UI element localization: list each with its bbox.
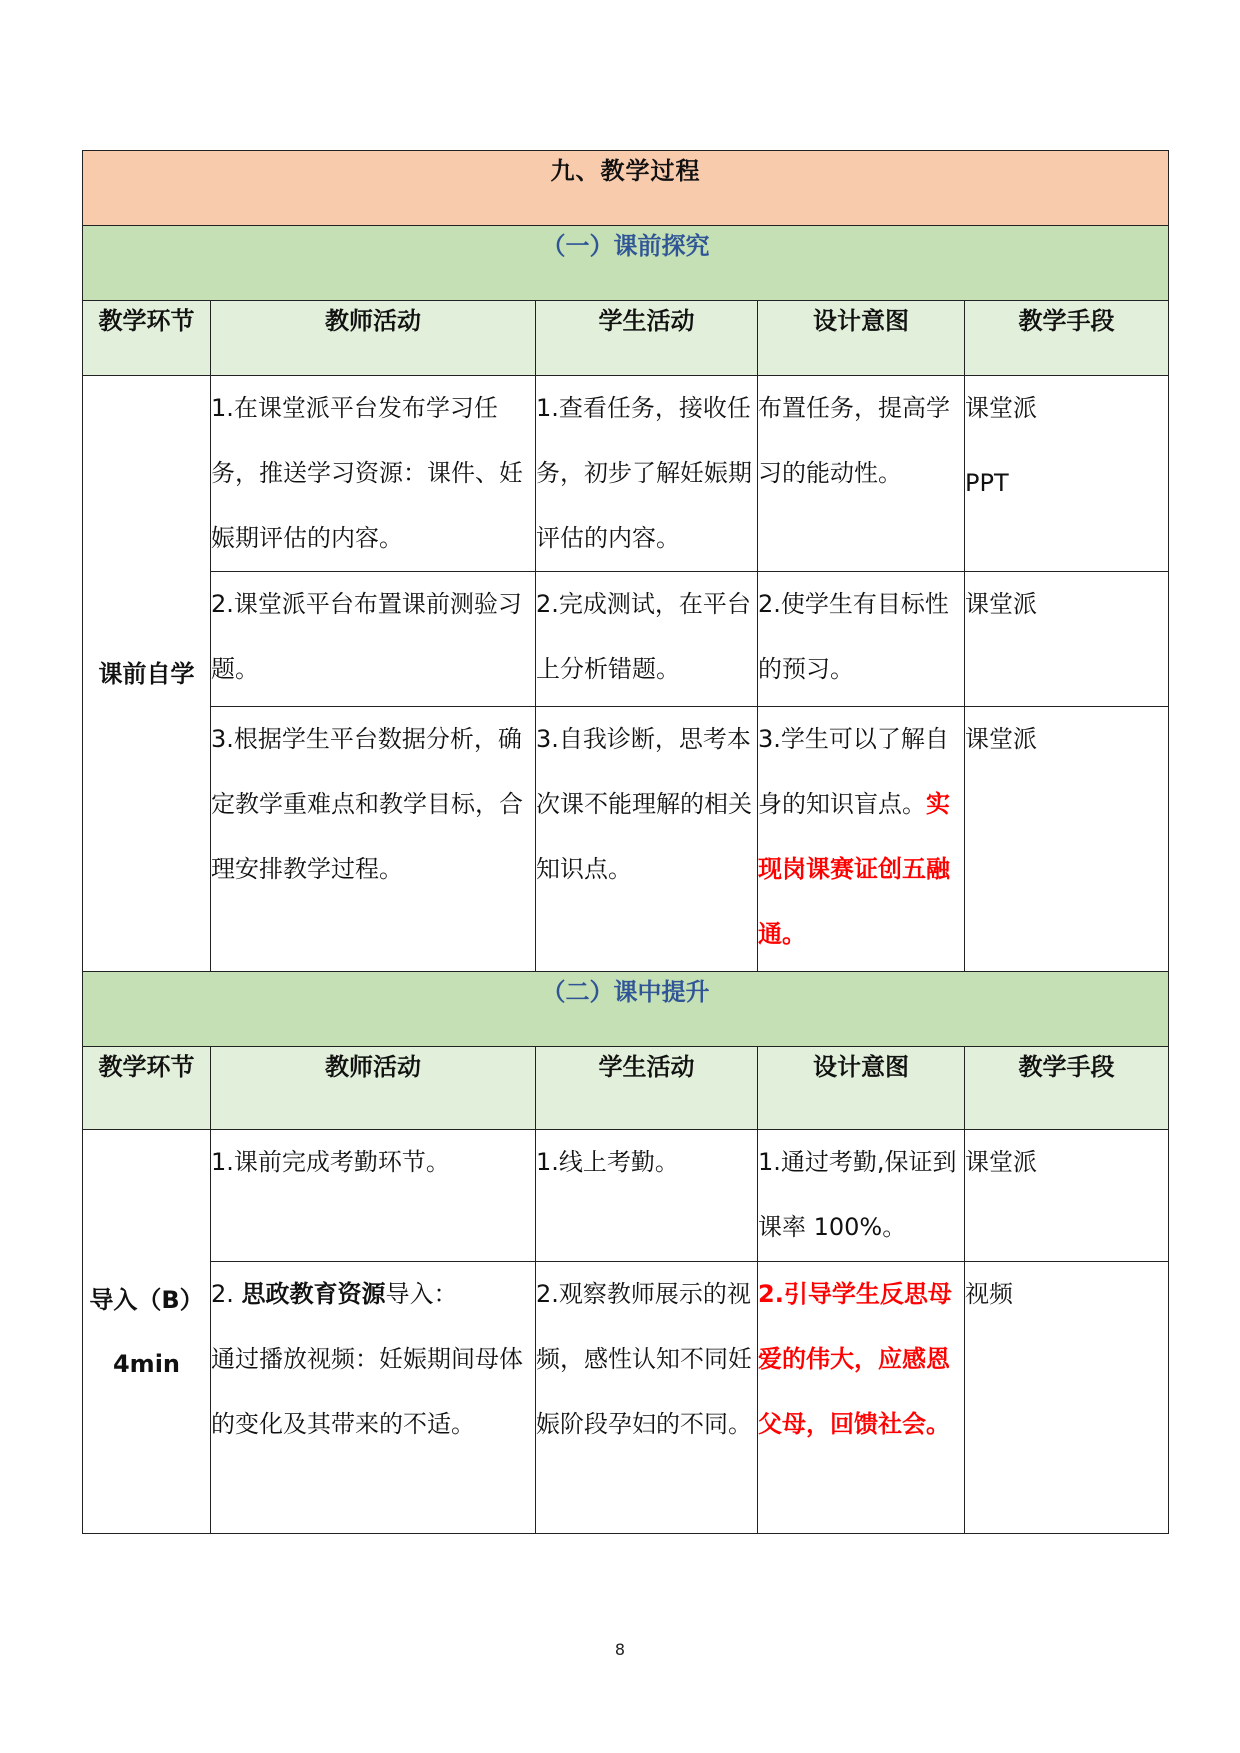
teacher-activity: 3.根据学生平台数据分析，确定教学重难点和教学目标，合理安排教学过程。 — [211, 707, 536, 972]
design-intent: 2.引导学生反思母爱的伟大，应感恩父母，回馈社会。 — [758, 1262, 965, 1534]
teaching-means — [965, 1130, 1169, 1262]
means-item: 课堂派 — [965, 394, 1037, 422]
header-means: 教学手段 — [965, 1047, 1169, 1130]
design-intent: 1.通过考勤,保证到课率 100%。 — [758, 1130, 965, 1262]
student-activity: 2.完成测试，在平台上分析错题。 — [536, 572, 758, 707]
stage-introduction — [83, 1130, 211, 1534]
teacher-suffix: 导入： — [385, 1280, 458, 1308]
teaching-means — [965, 376, 1169, 572]
means-item: 课堂派 — [965, 725, 1037, 753]
header-student: 学生活动 — [536, 1047, 758, 1130]
teacher-activity — [211, 1262, 536, 1534]
design-intent: 2.使学生有目标性的预习。 — [758, 572, 965, 707]
student-activity: 3.自我诊断，思考本次课不能理解的相关知识点。 — [536, 707, 758, 972]
teacher-bold: 思政教育资源 — [241, 1280, 386, 1308]
header-means: 教学手段 — [965, 301, 1169, 376]
means-item: 课堂派 — [965, 1148, 1037, 1176]
intent-text: 3.学生可以了解自身的知识盲点。 — [758, 725, 949, 818]
header-teacher: 教师活动 — [211, 1047, 536, 1130]
teacher-prefix: 2. — [211, 1280, 242, 1308]
intent-highlight: 实现岗课赛证创五融通。 — [758, 790, 950, 948]
section-heading-in-class: （二）课中提升 — [83, 972, 1169, 1047]
teaching-means — [965, 1262, 1169, 1534]
stage-pre-class-self-study — [83, 376, 211, 972]
header-stage: 教学环节 — [83, 301, 211, 376]
means-item: 课堂派 — [965, 590, 1037, 618]
teaching-means — [965, 572, 1169, 707]
student-activity: 1.查看任务，接收任务，初步了解妊娠期评估的内容。 — [536, 376, 758, 572]
table-title: 九、教学过程 — [83, 151, 1169, 226]
teaching-means — [965, 707, 1169, 972]
teacher-detail: 通过播放视频：妊娠期间母体的变化及其带来的不适。 — [211, 1345, 523, 1438]
header-stage: 教学环节 — [83, 1047, 211, 1130]
stage-label: 课前自学 — [98, 659, 195, 688]
page-number: 8 — [614, 1640, 626, 1659]
section-heading-pre-class: （一）课前探究 — [83, 226, 1169, 301]
stage-duration: 4min — [112, 1349, 181, 1378]
header-student: 学生活动 — [536, 301, 758, 376]
header-intent: 设计意图 — [758, 1047, 965, 1130]
header-intent: 设计意图 — [758, 301, 965, 376]
design-intent — [758, 707, 965, 972]
student-activity: 1.线上考勤。 — [536, 1130, 758, 1262]
teacher-activity: 1.课前完成考勤环节。 — [211, 1130, 536, 1262]
stage-label: 导入（B） — [89, 1285, 204, 1314]
design-intent: 布置任务，提高学习的能动性。 — [758, 376, 965, 572]
teacher-activity: 1.在课堂派平台发布学习任务，推送学习资源：课件、妊娠期评估的内容。 — [211, 376, 536, 572]
student-activity: 2.观察教师展示的视频，感性认知不同妊娠阶段孕妇的不同。 — [536, 1262, 758, 1534]
header-teacher: 教师活动 — [211, 301, 536, 376]
teacher-activity: 2.课堂派平台布置课前测验习题。 — [211, 572, 536, 707]
means-item: 视频 — [965, 1280, 1013, 1308]
means-item: PPT — [965, 469, 1009, 497]
teaching-process-table — [82, 150, 1169, 1534]
